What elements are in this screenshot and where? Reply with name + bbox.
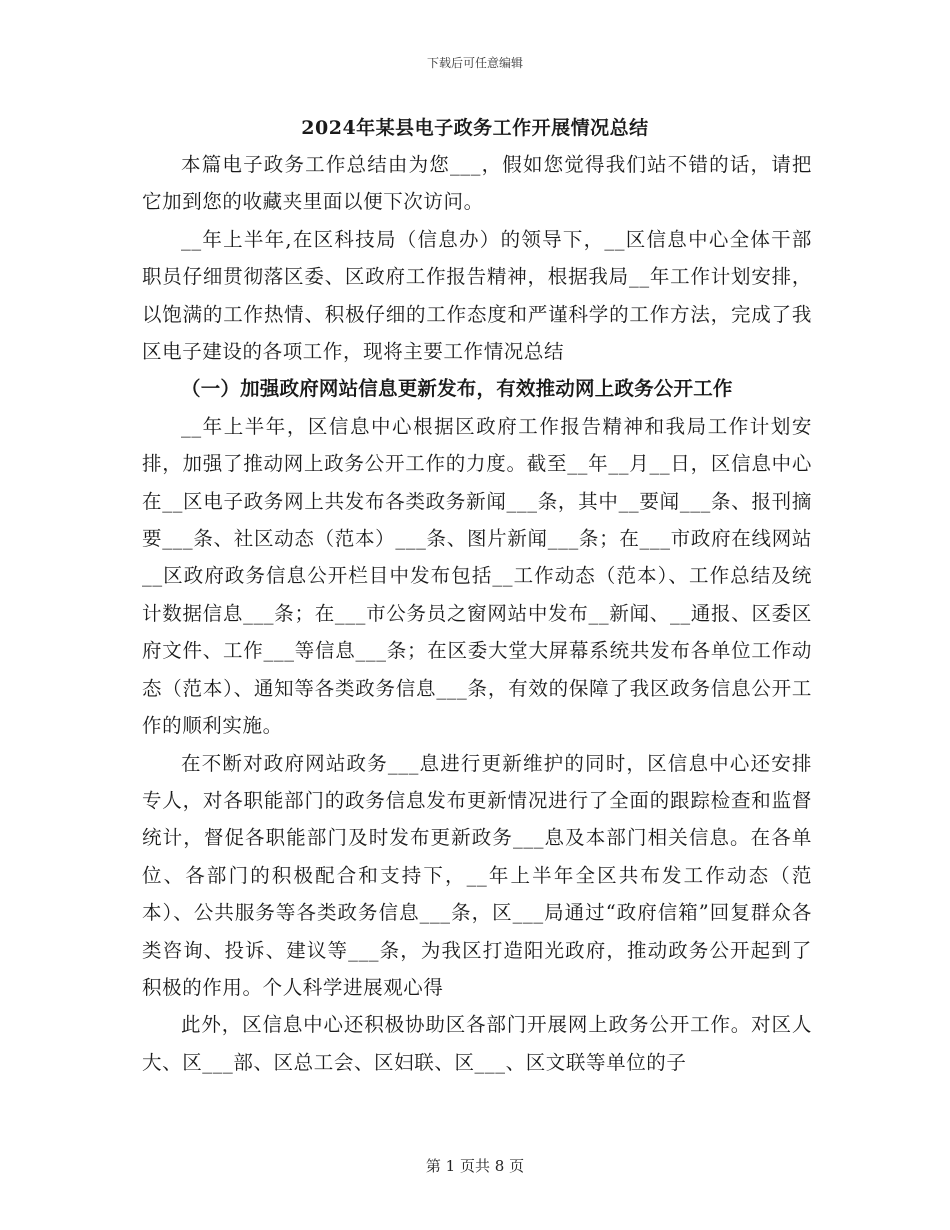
paragraph-assistance: 此外，区信息中心还积极协助区各部门开展网上政务公开工作。对区人大、区___部、区总工会、区妇联、区___、区文联等单位的子 (142, 1013, 812, 1074)
section-heading-1: （一）加强政府网站信息更新发布，有效推动网上政务公开工作 (181, 377, 733, 401)
paragraph-supervision: 在不断对政府网站政务___息进行更新维护的同时，区信息中心还安排专人，对各职能部门的政务信息发布更新情况进行了全面的跟踪检查和监督统计，督促各职能部门及时发布更新政务___息及本部门相关信息。在各单位、各部门的积极配合和支持下，__年上半年全区共布发工作动态（范本）、公共服务等各类政务信息___条，区___局通过“政府信箱”回复群众各类咨询、投诉、建议等___条，为我区打造阳光政府，推动政务公开起到了积极的作用。个人科学进展观心得 (142, 751, 812, 999)
header-note: 下载后可任意编辑 (426, 56, 523, 70)
document-title: 2024年某县电子政务工作开展情况总结 (301, 117, 649, 139)
page-number: 第 1 页共 8 页 (425, 1157, 525, 1175)
paragraph-intro: 本篇电子政务工作总结由为您___，假如您觉得我们站不错的话，请把它加到您的收藏夹里面以便下次访问。 (142, 153, 812, 214)
paragraph-publishing-stats: __年上半年，区信息中心根据区政府工作报告精神和我局工作计划安排，加强了推动网上政务公开工作的力度。截至__年__月__日，区信息中心在__区电子政务网上共发布各类政务新闻___条，其中__要闻___条、报刊摘要___条、社区动态（范本）___条、图片新闻___条；在___市政府在线网站__区政府政务信息公开栏目中发布包括__工作动态（范本）、工作总结及统计数据信息___条；在___市公务员之窗网站中发布__新闻、__通报、区委区府文件、工作___等信息___条；在区委大堂大屏幕系统共发布各单位工作动态（范本）、通知等各类政务信息___条，有效的保障了我区政务信息公开工作的顺利实施。 (142, 414, 812, 738)
document-body (142, 146, 812, 1081)
paragraph-overview: __年上半年,在区科技局（信息办）的领导下，__区信息中心全体干部职员仔细贯彻落区委、区政府工作报告精神，根据我局__年工作计划安排，以饱满的工作热情、积极仔细的工作态度和严谨科学的工作方法，完成了我区电子建设的各项工作，现将主要工作情况总结 (142, 227, 812, 364)
